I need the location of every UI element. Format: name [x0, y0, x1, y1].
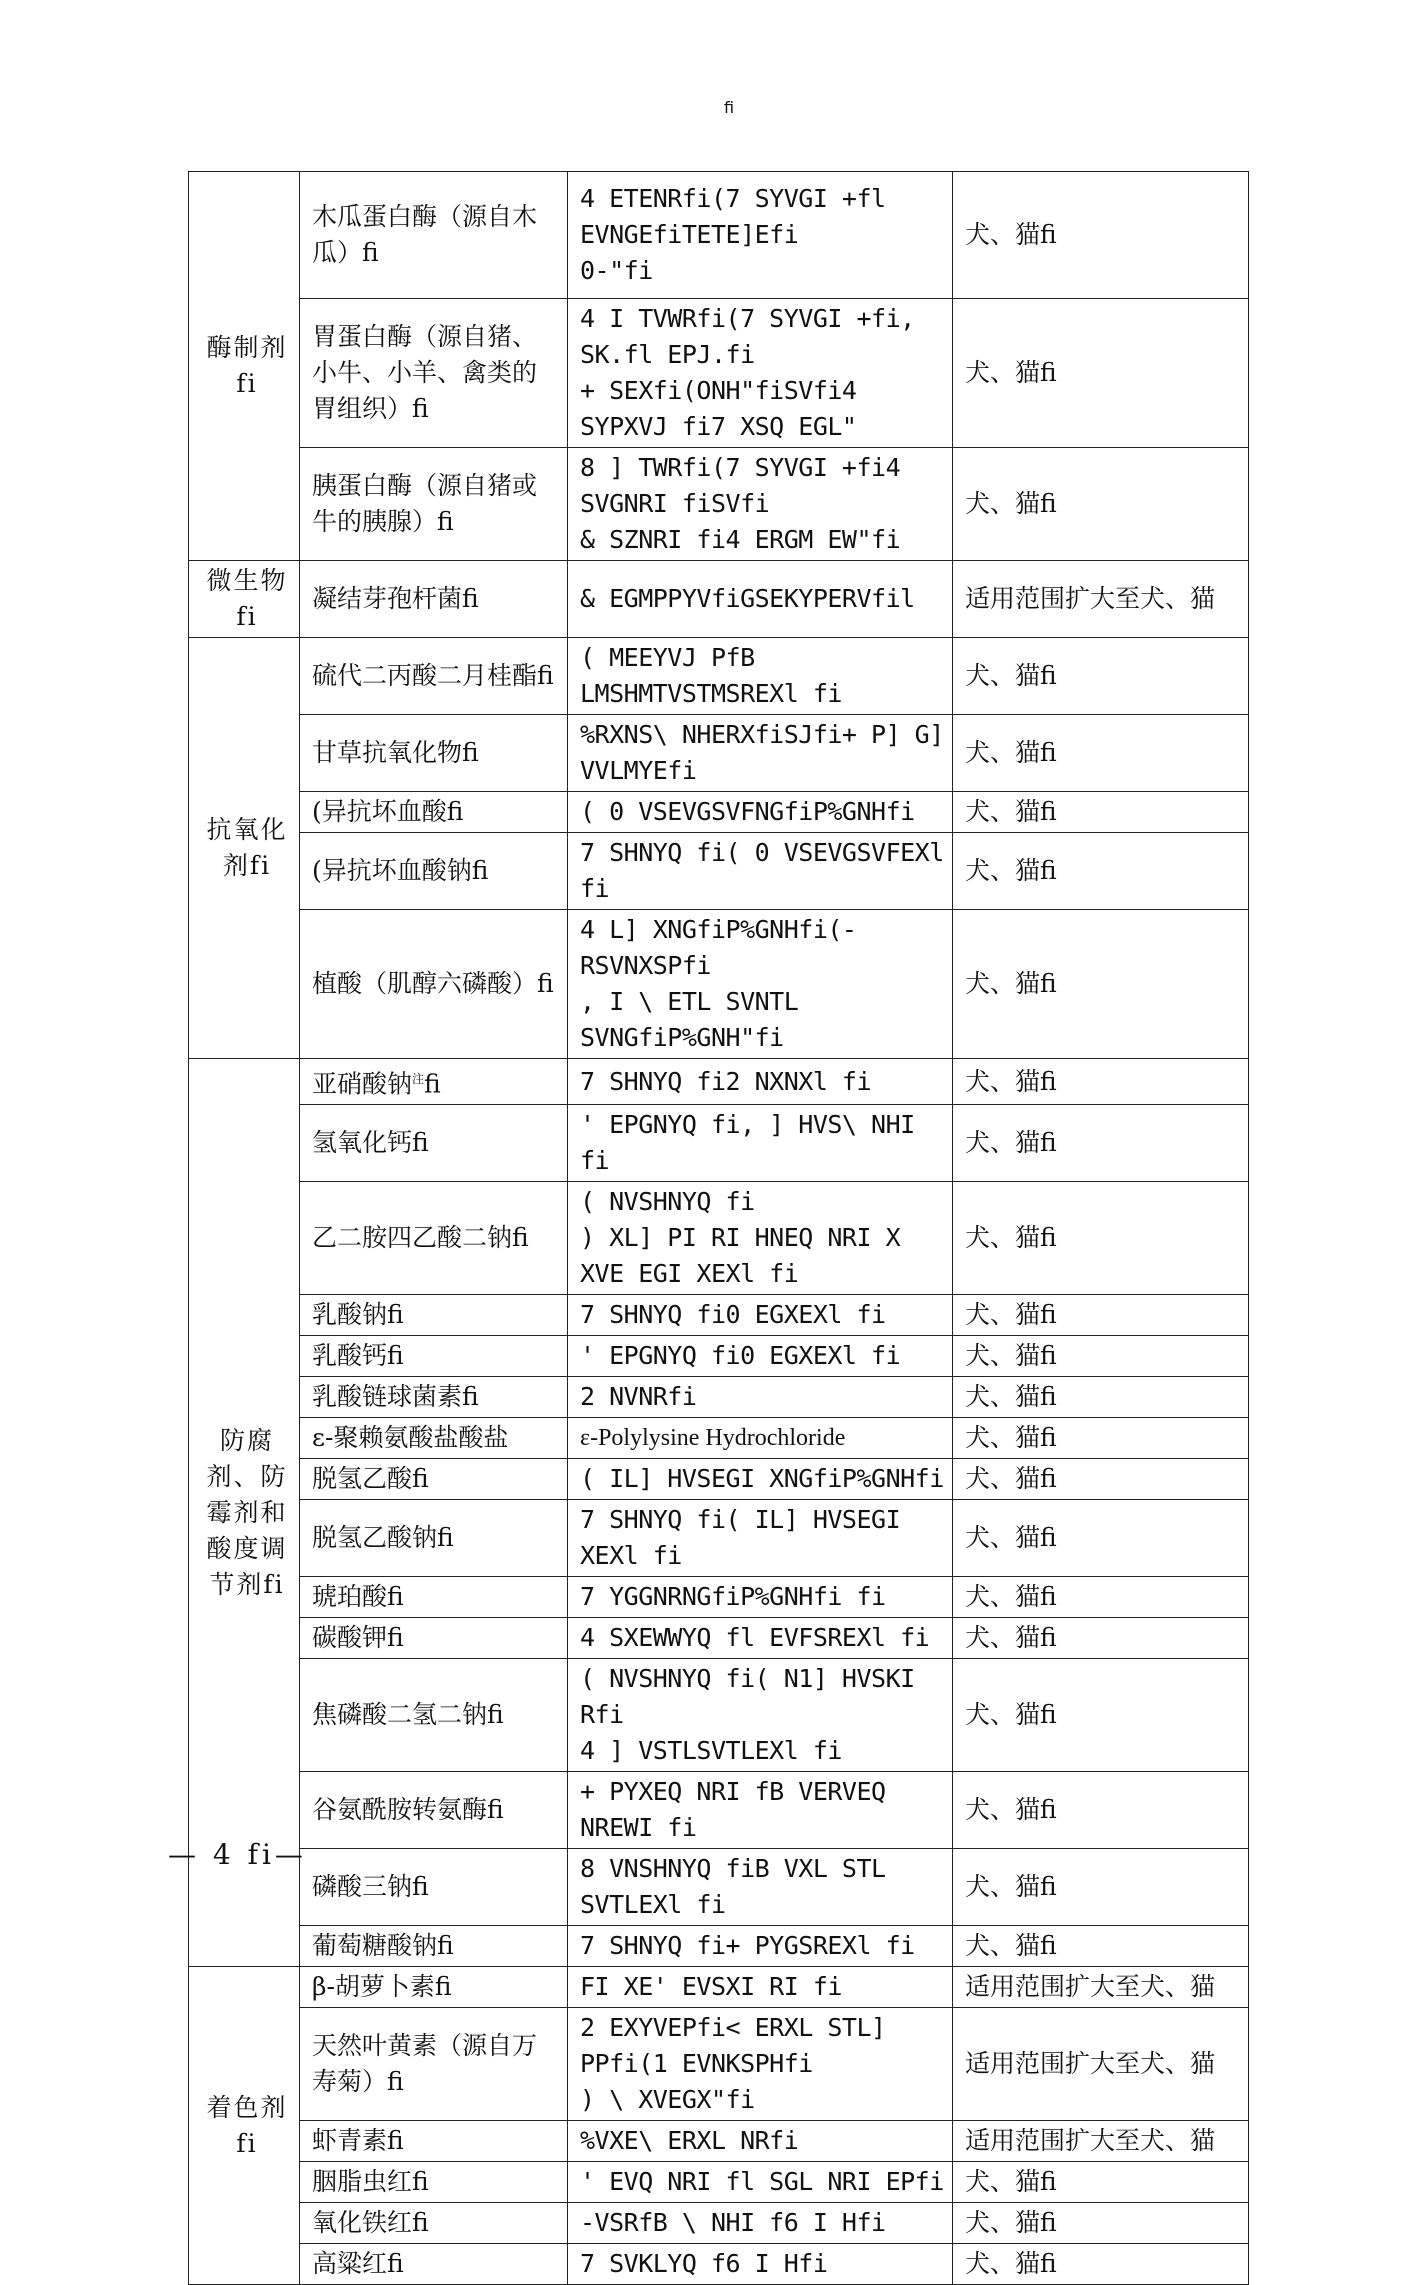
- additive-name-cell: 碳酸钾fi: [300, 1618, 568, 1659]
- additive-name-cell: 乳酸钙fi: [300, 1336, 568, 1377]
- additive-name-cell: 植酸（肌醇六磷酸）fi: [300, 910, 568, 1059]
- scope-cell: 犬、猫fi: [953, 1926, 1249, 1967]
- table-row: [189, 561, 1249, 638]
- table-row: [189, 1377, 1249, 1418]
- table-row: [189, 2008, 1249, 2121]
- english-name-cell: ' EVQ NRI fl SGL NRI EPfi: [568, 2162, 953, 2203]
- additive-name-cell: 乳酸钠fi: [300, 1295, 568, 1336]
- english-name-cell: ' EPGNYQ fi, ] HVS\ NHI fi: [568, 1105, 953, 1182]
- additive-name-cell: 焦磷酸二氢二钠fi: [300, 1659, 568, 1772]
- additive-name-cell: ε-聚赖氨酸盐酸盐: [300, 1418, 568, 1459]
- scope-cell: 犬、猫fi: [953, 638, 1249, 715]
- additive-name-cell: 谷氨酰胺转氨酶fi: [300, 1772, 568, 1849]
- table-row: [189, 833, 1249, 910]
- scope-cell: 犬、猫fi: [953, 1459, 1249, 1500]
- english-name-cell: 7 SVKLYQ f6 I Hfi: [568, 2244, 953, 2285]
- category-cell: 防腐剂、防霉剂和酸度调节剂fi: [189, 1059, 300, 1967]
- additive-name-cell: 木瓜蛋白酶（源自木瓜）fi: [300, 172, 568, 299]
- scope-cell: 犬、猫fi: [953, 172, 1249, 299]
- table-row: [189, 1500, 1249, 1577]
- english-name-cell: 2 EXYVEPfi< ERXL STL] PPfi(1 EVNKSPHfi ) \ XVEGX"fi: [568, 2008, 953, 2121]
- table-row: [189, 1772, 1249, 1849]
- table-row: [189, 1418, 1249, 1459]
- header-mark: fi: [724, 98, 735, 117]
- table-row: [189, 1967, 1249, 2008]
- additive-name-cell: (异抗坏血酸fi: [300, 792, 568, 833]
- english-name-cell: & EGMPPYVfiGSEKYPERVfil: [568, 561, 953, 638]
- table-row: [189, 1336, 1249, 1377]
- additive-name-cell: [300, 1059, 568, 1105]
- table-row: [189, 2121, 1249, 2162]
- english-name-cell: 7 YGGNRNGfiP%GNHfi fi: [568, 1577, 953, 1618]
- table-row: [189, 1926, 1249, 1967]
- additive-name-cell: 胰蛋白酶（源自猪或牛的胰腺）fi: [300, 448, 568, 561]
- page-number: — 4 fi—: [168, 1838, 307, 1871]
- scope-cell: 犬、猫fi: [953, 1336, 1249, 1377]
- additive-name-cell: 高粱红fi: [300, 2244, 568, 2285]
- additive-name-cell: (异抗坏血酸钠fi: [300, 833, 568, 910]
- scope-cell: 犬、猫fi: [953, 1772, 1249, 1849]
- scope-cell: 犬、猫fi: [953, 2244, 1249, 2285]
- scope-cell: 犬、猫fi: [953, 448, 1249, 561]
- scope-cell: 犬、猫fi: [953, 1377, 1249, 1418]
- scope-cell: 犬、猫fi: [953, 1618, 1249, 1659]
- table-row: [189, 1105, 1249, 1182]
- table-row: [189, 1295, 1249, 1336]
- english-name-cell: + PYXEQ NRI fB VERVEQ NREWI fi: [568, 1772, 953, 1849]
- additive-name-cell: 硫代二丙酸二月桂酯fi: [300, 638, 568, 715]
- additive-name-cell: 琥珀酸fi: [300, 1577, 568, 1618]
- category-cell: 抗氧化剂fi: [189, 638, 300, 1059]
- scope-cell: 犬、猫fi: [953, 1500, 1249, 1577]
- scope-cell: 犬、猫fi: [953, 1182, 1249, 1295]
- english-name-cell: ( MEEYVJ PfB LMSHMTVSTMSREXl fi: [568, 638, 953, 715]
- scope-cell: 适用范围扩大至犬、猫: [953, 1967, 1249, 2008]
- english-name-cell: FI XE' EVSXI RI fi: [568, 1967, 953, 2008]
- english-name-cell: 8 ] TWRfi(7 SYVGI +fi4 SVGNRI fiSVfi & SZNRI fi4 ERGM EW"fi: [568, 448, 953, 561]
- english-name-cell: 4 L] XNGfiP%GNHfi(-RSVNXSPfi , I \ ETL SVNTL SVNGfiP%GNH"fi: [568, 910, 953, 1059]
- table-row: [189, 1182, 1249, 1295]
- table-row: [189, 1849, 1249, 1926]
- additive-name-cell: 磷酸三钠fi: [300, 1849, 568, 1926]
- scope-cell: 犬、猫fi: [953, 1659, 1249, 1772]
- additive-name-cell: 脱氢乙酸fi: [300, 1459, 568, 1500]
- additive-name-cell: 虾青素fi: [300, 2121, 568, 2162]
- additive-name-cell: β-胡萝卜素fi: [300, 1967, 568, 2008]
- footnote-marker: 注: [412, 1072, 425, 1086]
- english-name-cell: 4 SXEWWYQ fl EVFSREXl fi: [568, 1618, 953, 1659]
- scope-cell: 犬、猫fi: [953, 792, 1249, 833]
- table-row: [189, 1659, 1249, 1772]
- english-name-cell: 4 I TVWRfi(7 SYVGI +fi, SK.fl EPJ.fi + SEXfi(ONH"fiSVfi4 SYPXVJ fi7 XSQ EGL": [568, 299, 953, 448]
- additive-name-cell: 胃蛋白酶（源自猪、小牛、小羊、禽类的胃组织）fi: [300, 299, 568, 448]
- english-name-cell: 7 SHNYQ fi0 EGXEXl fi: [568, 1295, 953, 1336]
- english-name-cell: 2 NVNRfi: [568, 1377, 953, 1418]
- category-cell: 微生物fi: [189, 561, 300, 638]
- additive-name-cell: 氢氧化钙fi: [300, 1105, 568, 1182]
- additive-name-cell: 胭脂虫红fi: [300, 2162, 568, 2203]
- english-name-cell: 8 VNSHNYQ fiB VXL STL SVTLEXl fi: [568, 1849, 953, 1926]
- scope-cell: 犬、猫fi: [953, 299, 1249, 448]
- english-name-cell: %VXE\ ERXL NRfi: [568, 2121, 953, 2162]
- category-cell: 酶制剂fi: [189, 172, 300, 561]
- table-row: [189, 2244, 1249, 2285]
- english-name-cell: -VSRfB \ NHI f6 I Hfi: [568, 2203, 953, 2244]
- table-row: [189, 2203, 1249, 2244]
- category-cell: 着色剂fi: [189, 1967, 300, 2285]
- scope-cell: 犬、猫fi: [953, 1849, 1249, 1926]
- scope-cell: 犬、猫fi: [953, 910, 1249, 1059]
- english-name-cell: ( 0 VSEVGSVFNGfiP%GNHfi: [568, 792, 953, 833]
- scope-cell: 适用范围扩大至犬、猫: [953, 2121, 1249, 2162]
- scope-cell: 犬、猫fi: [953, 1418, 1249, 1459]
- english-name-cell: 7 SHNYQ fi2 NXNXl fi: [568, 1059, 953, 1105]
- additive-name-cell: 氧化铁红fi: [300, 2203, 568, 2244]
- english-name-cell: ( NVSHNYQ fi( N1] HVSKI Rfi 4 ] VSTLSVTLEXl fi: [568, 1659, 953, 1772]
- english-name-cell: %RXNS\ NHERXfiSJfi+ P] G] VVLMYEfi: [568, 715, 953, 792]
- table-row: [189, 910, 1249, 1059]
- english-name-cell: ε-Polylysine Hydrochloride: [568, 1418, 953, 1459]
- table-row: [189, 448, 1249, 561]
- table-row: [189, 299, 1249, 448]
- scope-cell: 适用范围扩大至犬、猫: [953, 561, 1249, 638]
- additive-name-cell: 葡萄糖酸钠fi: [300, 1926, 568, 1967]
- scope-cell: 犬、猫fi: [953, 2162, 1249, 2203]
- table-row: [189, 172, 1249, 299]
- additive-name-tail: fi: [424, 1069, 441, 1099]
- table-row: [189, 1059, 1249, 1105]
- scope-cell: 犬、猫fi: [953, 1295, 1249, 1336]
- scope-cell: 适用范围扩大至犬、猫: [953, 2008, 1249, 2121]
- scope-cell: 犬、猫fi: [953, 1105, 1249, 1182]
- additive-name-cell: 天然叶黄素（源自万寿菊）fi: [300, 2008, 568, 2121]
- additive-name-cell: 乙二胺四乙酸二钠fi: [300, 1182, 568, 1295]
- table-row: [189, 1618, 1249, 1659]
- scope-cell: 犬、猫fi: [953, 833, 1249, 910]
- table-row: [189, 715, 1249, 792]
- additive-name-cell: 凝结芽孢杆菌fi: [300, 561, 568, 638]
- english-name-cell: 7 SHNYQ fi( IL] HVSEGI XEXl fi: [568, 1500, 953, 1577]
- additive-name-cell: 甘草抗氧化物fi: [300, 715, 568, 792]
- english-name-cell: ( IL] HVSEGI XNGfiP%GNHfi: [568, 1459, 953, 1500]
- english-name-cell: 4 ETENRfi(7 SYVGI +fl EVNGEfiTETE]Efi 0-"fi: [568, 172, 953, 299]
- english-name-cell: ( NVSHNYQ fi ) XL] PI RI HNEQ NRI X XVE EGI XEXl fi: [568, 1182, 953, 1295]
- additive-name-cell: 脱氢乙酸钠fi: [300, 1500, 568, 1577]
- scope-cell: 犬、猫fi: [953, 1577, 1249, 1618]
- scope-cell: 犬、猫fi: [953, 2203, 1249, 2244]
- scope-cell: 犬、猫fi: [953, 1059, 1249, 1105]
- english-name-cell: 7 SHNYQ fi( 0 VSEVGSVFEXl fi: [568, 833, 953, 910]
- table-row: [189, 638, 1249, 715]
- additive-name: 亚硝酸钠: [312, 1069, 413, 1099]
- table-row: [189, 1459, 1249, 1500]
- english-name-cell: ' EPGNYQ fi0 EGXEXl fi: [568, 1336, 953, 1377]
- additive-name-cell: 乳酸链球菌素fi: [300, 1377, 568, 1418]
- table-row: [189, 2162, 1249, 2203]
- additive-table: [188, 171, 1249, 2285]
- english-name-cell: 7 SHNYQ fi+ PYGSREXl fi: [568, 1926, 953, 1967]
- table-row: [189, 792, 1249, 833]
- table-row: [189, 1577, 1249, 1618]
- scope-cell: 犬、猫fi: [953, 715, 1249, 792]
